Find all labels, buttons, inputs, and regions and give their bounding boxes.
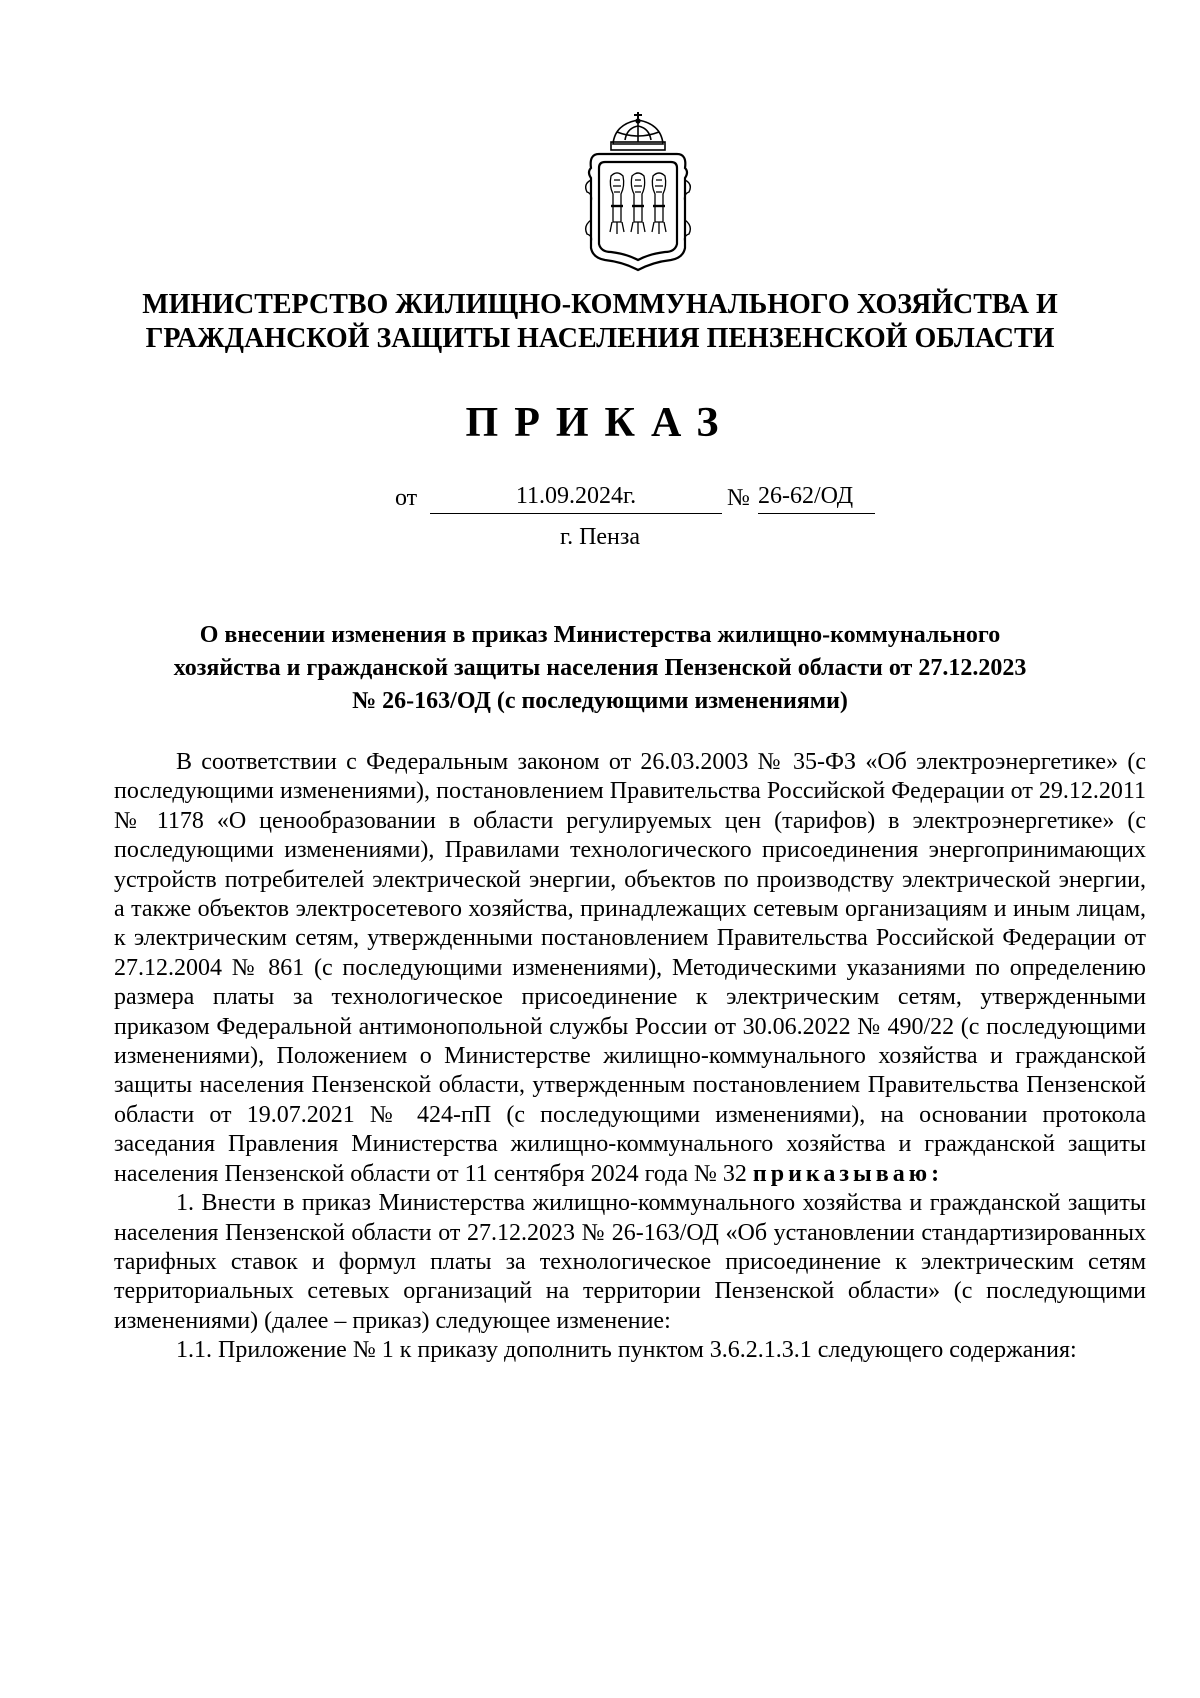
preamble-text: В соответствии с Федеральным законом от 26.03.2003 № 35-ФЗ «Об электроэнергетике» (с последующими изменениями), постановлением Правительства Российской Федерации от 29.12.2011 № 1178 «О ценообразовании в области регулируемых цен (тарифов) в электроэнергетике» (с последующими изменениями), Правилами технологического присоединения энергопринимающих устройств потребителей электрической энергии, объектов по производству электрической энергии, а также объектов электросетевого хозяйства, принадлежащих сетевым организациям и иным лицам, к электрическим сетям, утвержденными постановлением Правительства Российской Федерации от 27.12.2004 № 861 (с последующими изменениями), Методическими указаниями по определению размера платы за технологическое присоединение к электрическим сетям, утвержденными приказом Федеральной антимонопольной службы России от 30.06.2022 № 490/22 (с последующими изменениями), Положением о Министерстве жилищно-коммунального хозяйства и гражданской защиты населения Пензенской области, утвержденным постановлением Правительства Пензенской области от 19.07.2021 № 424-пП (с последующими изменениями), на основании протокола заседания Правления Министерства жилищно-коммунального хозяйства и гражданской защиты населения Пензенской области от 11 сентября 2024 года № 32 xyxy=(114,749,1146,1187)
ministry-name-line-2: ГРАЖДАНСКОЙ ЗАЩИТЫ НАСЕЛЕНИЯ ПЕНЗЕНСКОЙ ОБЛАСТИ xyxy=(145,323,1055,354)
date-prefix: от xyxy=(395,485,418,511)
ministry-name xyxy=(100,288,1100,356)
penza-coat-of-arms-icon xyxy=(583,110,693,272)
number-sign: № xyxy=(727,485,750,511)
subject-line-2: хозяйства и гражданской защиты населения Пензенской области от 27.12.2023 xyxy=(173,655,1027,681)
city: г. Пенза xyxy=(559,524,641,550)
order-subject xyxy=(120,619,1080,718)
document-type-title: ПРИКАЗ xyxy=(465,400,735,446)
preamble-paragraph xyxy=(114,748,1146,1189)
document-number: 26-62/ОД xyxy=(758,481,875,514)
order-body xyxy=(114,748,1146,1366)
date-number-row xyxy=(0,481,1200,517)
document-date: 11.09.2024г. xyxy=(430,481,722,514)
item-1-paragraph: 1. Внести в приказ Министерства жилищно-коммунального хозяйства и гражданской защиты населения Пензенской области от 27.12.2023 № 26-163/ОД «Об установлении стандартизированных тарифных ставок и формул платы за технологическое присоединение к электрическим сетям территориальных сетевых организаций на территории Пензенской области» (с последующими изменениями) (далее – приказ) следующее изменение: xyxy=(114,1190,1146,1334)
subject-line-3: № 26-163/ОД (с последующими изменениями) xyxy=(352,688,848,714)
subject-line-1: О внесении изменения в приказ Министерства жилищно-коммунального xyxy=(199,622,1001,648)
order-word: приказываю: xyxy=(752,1160,944,1187)
item-1-1-paragraph: 1.1. Приложение № 1 к приказу дополнить пунктом 3.6.2.1.3.1 следующего содержания: xyxy=(176,1337,1077,1364)
ministry-name-line-1: МИНИСТЕРСТВО ЖИЛИЩНО-КОММУНАЛЬНОГО ХОЗЯЙСТВА И xyxy=(142,289,1058,320)
